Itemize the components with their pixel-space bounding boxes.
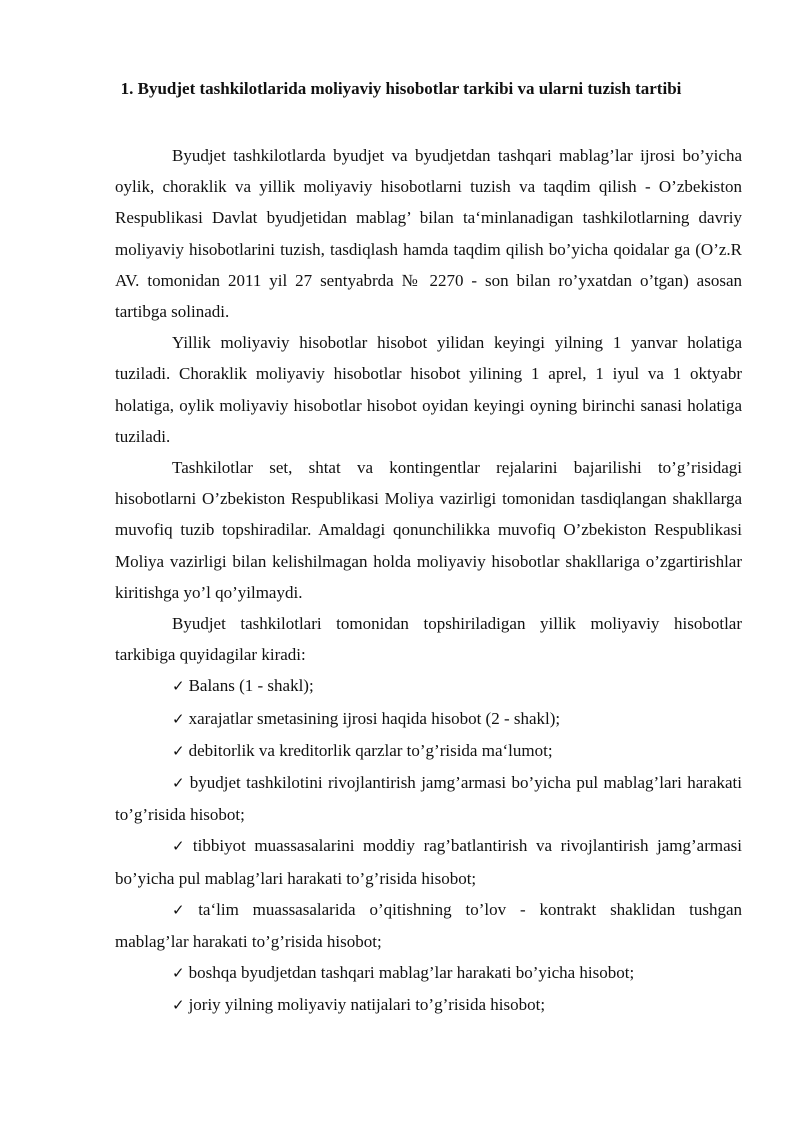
paragraph-annual-composition: Byudjet tashkilotlari tomonidan topshiriladigan yillik moliyaviy hisobotlar tarkibiga quyidagilar kiradi:	[115, 614, 742, 665]
section-heading: 1. Byudjet tashkilotlarida moliyaviy hisobotlar tarkibi va ularni tuzish tartibi	[120, 79, 682, 98]
paragraph-regulation: Byudjet tashkilotlarda byudjet va byudjetdan tashqari mablag’lar ijrosi bo’yicha oylik, choraklik va yillik moliyaviy hisobotlarni tuzish va taqdim qilish - O’zbekiston Respublikasi Davlat byudjetidan mablag’ bilan ta‘minlanadigan tashkilotlarning davriy moliyaviy hisobotlarini tuzish, tasdiqlash hamda taqdim qilish bo’yicha qoidalar ga (O’z.R AV. tomonidan 2011 yil 27 sentyabrda № 2270 - son bilan ro’yxatdan o’tgan) asosan tartibga solinadi.	[115, 146, 742, 322]
checkmark-icon: ✓	[172, 900, 195, 919]
list-item-text: boshqa byudjetdan tashqari mablag’lar harakati bo’yicha hisobot;	[188, 963, 635, 983]
checkmark-icon: ✓	[172, 741, 185, 760]
list-item	[115, 894, 742, 957]
list-item-text: ta‘lim muassasalarida o’qitishning to’lov - kontrakt shaklidan tushgan mablag’lar harakati to’g’risida hisobot;	[115, 899, 742, 952]
list-item-text: byudjet tashkilotini rivojlantirish jamg’armasi bo’yicha pul mablag’lari harakati to’g’risida hisobot;	[115, 773, 742, 825]
checkmark-icon: ✓	[172, 996, 185, 1015]
list-item	[115, 830, 742, 893]
list-item	[115, 735, 742, 767]
list-item-text: xarajatlar smetasining ijrosi haqida hisobot (2 - shakl);	[188, 708, 561, 728]
checkmark-icon: ✓	[172, 677, 185, 696]
checkmark-icon: ✓	[172, 709, 185, 728]
list-item-text: debitorlik va kreditorlik qarzlar to’g’risida ma‘lumot;	[188, 740, 553, 760]
document-body	[115, 140, 742, 1022]
list-item	[115, 957, 742, 989]
list-item	[115, 989, 742, 1021]
checkmark-icon: ✓	[172, 837, 189, 856]
list-item	[115, 767, 742, 830]
list-item-text: Balans (1 - shakl);	[188, 676, 314, 696]
checkmark-icon: ✓	[172, 774, 186, 793]
checkmark-icon: ✓	[172, 964, 185, 983]
list-item-text: joriy yilning moliyaviy natijalari to’g’risida hisobot;	[188, 995, 546, 1015]
paragraph-reporting-dates: Yillik moliyaviy hisobotlar hisobot yilidan keyingi yilning 1 yanvar holatiga tuziladi. Choraklik moliyaviy hisobotlar hisobot yilining 1 aprel, 1 iyul va 1 oktyabr holatiga, oylik moliyaviy hisobotlar hisobot oyidan keyingi oyning birinchi sanasi holatiga tuziladi.	[115, 333, 742, 446]
list-item	[115, 703, 742, 735]
list-item-text: tibbiyot muassasalarini moddiy rag’batlantirish va rivojlantirish jamg’armasi bo’yicha pul mablag’lari harakati to’g’risida hisobot;	[115, 836, 742, 888]
paragraph-staff-plans: Tashkilotlar set, shtat va kontingentlar rejalarini bajarilishi to’g’risidagi hisobotlarni O’zbekiston Respublikasi Moliya vazirligi tomonidan tasdiqlangan shakllarga muvofiq tuzib topshiradilar. Amaldagi qonunchilikka muvofiq O’zbekiston Respublikasi Moliya vazirligi bilan kelishilmagan holda moliyaviy hisobotlar shakllariga o’zgartirishlar kiritishga yo’l qo’yilmaydi.	[115, 458, 742, 602]
list-item	[115, 670, 742, 702]
